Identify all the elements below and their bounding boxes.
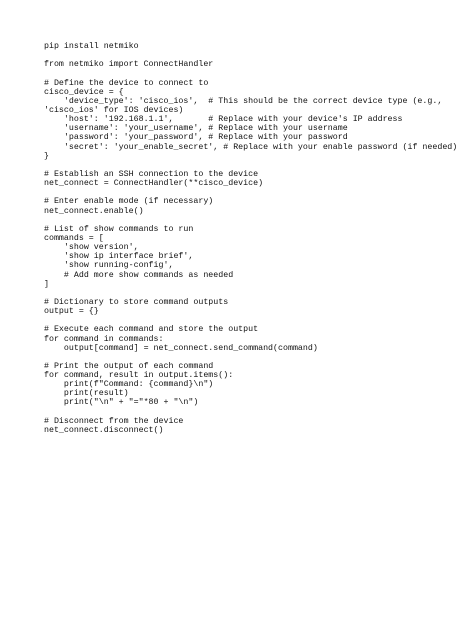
code-line: output[command] = net_connect.send_command(command) xyxy=(44,343,318,353)
code-line: } xyxy=(44,151,49,161)
code-line: for command, result in output.items(): xyxy=(44,371,234,381)
code-line: # Dictionary to store command outputs xyxy=(44,297,229,307)
code-line: pip install netmiko xyxy=(44,42,139,51)
code-line: # Enter enable mode (if necessary) xyxy=(44,197,214,207)
code-line: for command in commands: xyxy=(44,334,164,344)
code-line: 'device_type': 'cisco_ios', # This should be the correct device type (e.g., xyxy=(44,96,443,106)
code-line: # Establish an SSH connection to the device xyxy=(44,169,259,179)
code-line: cisco_device = { xyxy=(44,87,124,97)
code-line xyxy=(44,316,457,325)
code-line: # Add more show commands as needed xyxy=(44,270,234,280)
code-line: 'password': 'your_password', # Replace with your password xyxy=(44,133,348,143)
code-line: print("\n" + "="*80 + "\n") xyxy=(44,398,199,408)
code-line xyxy=(44,353,457,362)
code-line: 'cisco_ios' for IOS devices) xyxy=(44,105,184,115)
code-line: net_connect.enable() xyxy=(44,206,144,216)
code-line: # Disconnect from the device xyxy=(44,416,184,426)
code-line xyxy=(44,289,457,298)
code-line: 'show running-config', xyxy=(44,261,174,271)
code-line: output = {} xyxy=(44,307,99,317)
code-line: net_connect.disconnect() xyxy=(44,425,164,435)
code-line: 'show ip interface brief', xyxy=(44,252,194,262)
code-line: commands = [ xyxy=(44,233,104,243)
code-line: net_connect = ConnectHandler(**cisco_device) xyxy=(44,179,264,189)
code-line xyxy=(44,161,457,170)
code-line: 'secret': 'your_enable_secret', # Replace with your enable password (if needed) xyxy=(44,142,458,152)
code-line: 'host': '192.168.1.1', # Replace with your device's IP address xyxy=(44,115,403,125)
code-line xyxy=(44,69,457,78)
code-line xyxy=(44,408,457,417)
code-line: # Execute each command and store the output xyxy=(44,325,259,335)
code-line: print(result) xyxy=(44,389,129,399)
code-line: # Define the device to connect to xyxy=(44,78,209,88)
code-line: print(f"Command: {command}\n") xyxy=(44,380,214,390)
code-line: # List of show commands to run xyxy=(44,224,194,234)
code-line: # Print the output of each command xyxy=(44,361,214,371)
code-line: 'username': 'your_username', # Replace with your username xyxy=(44,124,348,134)
code-line xyxy=(44,216,457,225)
code-block xyxy=(44,42,457,435)
code-line: 'show version', xyxy=(44,243,139,253)
code-line: from netmiko import ConnectHandler xyxy=(44,60,214,70)
code-line xyxy=(44,51,457,60)
code-line: ] xyxy=(44,279,49,289)
